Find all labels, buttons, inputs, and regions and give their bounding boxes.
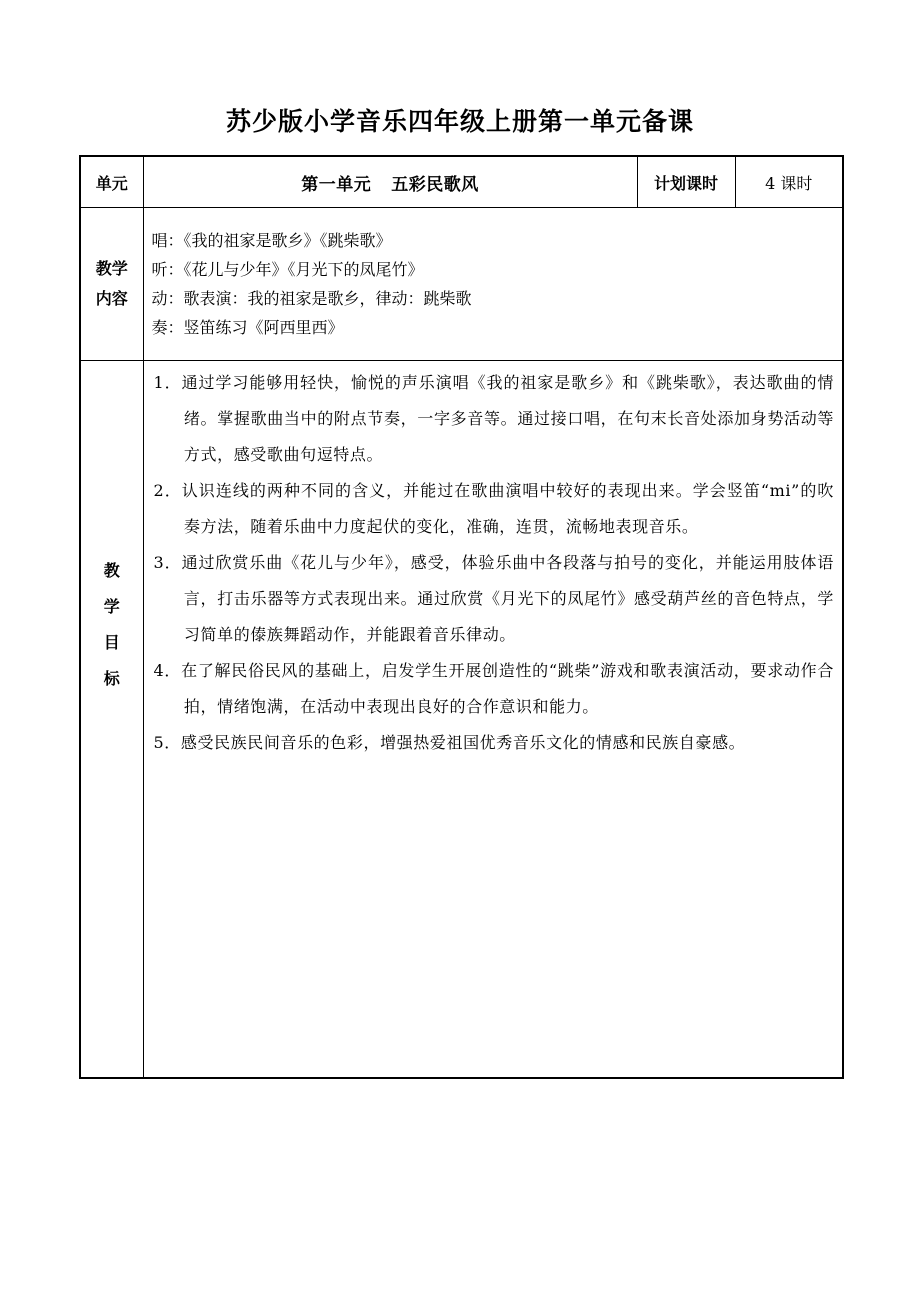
plan-hours-value: 4 课时 (735, 156, 843, 208)
content-line-move: 动：歌表演：我的祖家是歌乡，律动：跳柴歌 (151, 289, 472, 308)
unit-row (80, 156, 843, 208)
goal-item: 3．通过欣赏乐曲《花儿与少年》，感受，体验乐曲中各段落与拍号的变化，并能运用肢体语言，打击乐器等方式表现出来。通过欣赏《月光下的凤尾竹》感受葫芦丝的音色特点，学习简单的傣族舞蹈动作，并能跟着音乐律动。 (153, 553, 834, 644)
content-label: 教学 内容 (80, 208, 143, 361)
goals-row (80, 361, 843, 1079)
goal-item: 1．通过学习能够用轻快，愉悦的声乐演唱《我的祖家是歌乡》和《跳柴歌》，表达歌曲的情绪。掌握歌曲当中的附点节奏，一字多音等。通过接口唱，在句末长音处添加身势活动等方式，感受歌曲句逗特点。 (153, 373, 834, 464)
unit-theme: 五彩民歌风 (391, 174, 479, 195)
unit-label: 单元 (80, 156, 143, 208)
unit-name (143, 156, 637, 208)
goals-cell (143, 361, 843, 1079)
lesson-plan-table (79, 155, 844, 1079)
content-line-play: 奏：竖笛练习《阿西里西》 (151, 318, 344, 337)
content-line-sing: 唱：《我的祖家是歌乡》《跳柴歌》 (151, 231, 392, 250)
content-cell (143, 208, 843, 361)
page-title: 苏少版小学音乐四年级上册第一单元备课 (225, 107, 694, 136)
content-row (80, 208, 843, 361)
content-line-listen: 听：《花儿与少年》《月光下的凤尾竹》 (151, 260, 424, 279)
goal-item: 4．在了解民俗民风的基础上，启发学生开展创造性的“跳柴”游戏和歌表演活动，要求动作合拍，情绪饱满，在活动中表现出良好的合作意识和能力。 (153, 661, 834, 716)
goals-label: 教 学 目 标 (80, 361, 143, 1079)
goal-item: 2．认识连线的两种不同的含义，并能过在歌曲演唱中较好的表现出来。学会竖笛“mi”的吹奏方法，随着乐曲中力度起伏的变化，准确，连贯，流畅地表现音乐。 (153, 481, 834, 536)
plan-hours-label: 计划课时 (637, 156, 735, 208)
goal-item: 5．感受民族民间音乐的色彩，增强热爱祖国优秀音乐文化的情感和民族自豪感。 (153, 733, 746, 752)
unit-number: 第一单元 (301, 174, 372, 195)
